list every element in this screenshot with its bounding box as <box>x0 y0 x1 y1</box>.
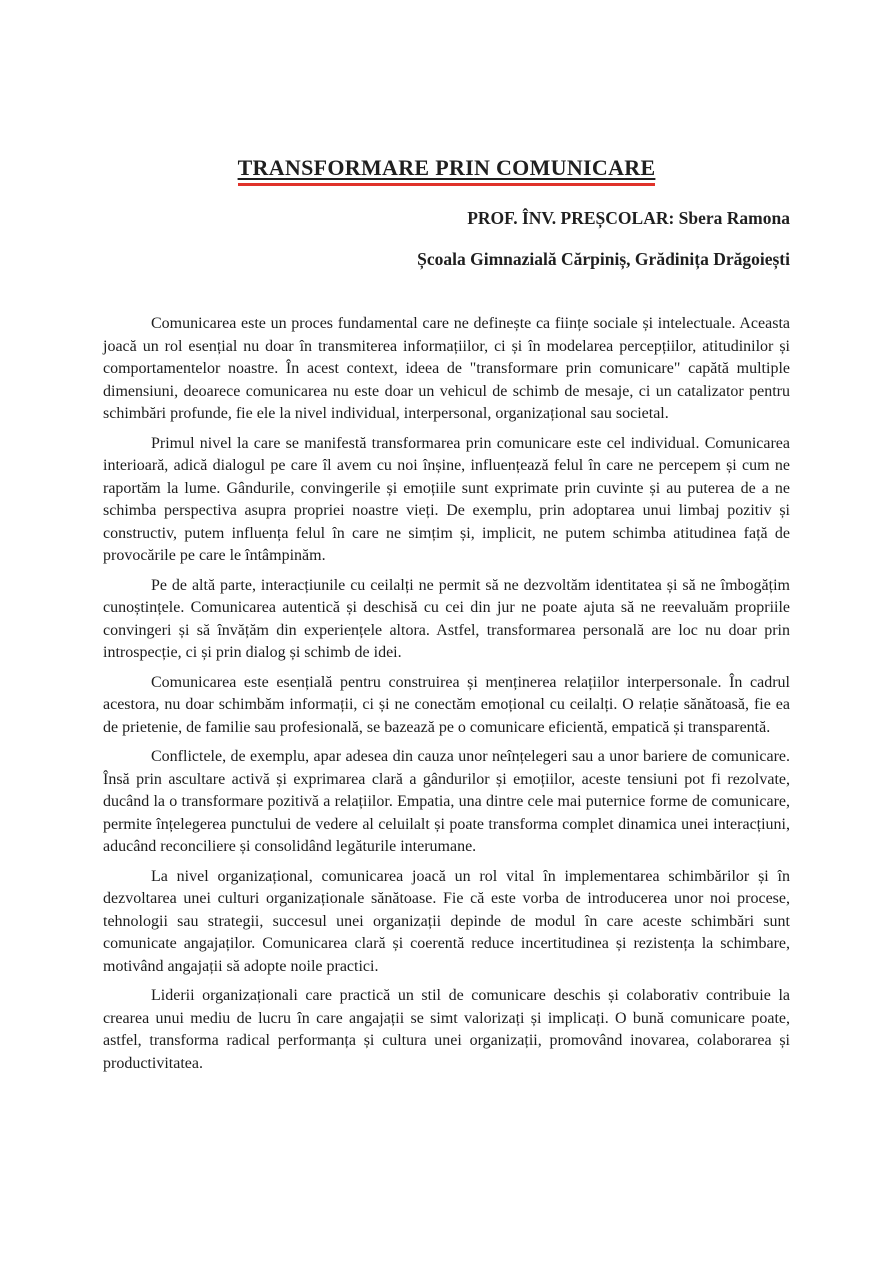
document-title <box>103 155 790 186</box>
document-content <box>103 0 790 1082</box>
document-title-text: TRANSFORMARE PRIN COMUNICARE <box>238 155 656 186</box>
document-body <box>103 313 790 1075</box>
body-paragraph: Conflictele, de exemplu, apar adesea din cauza unor neînțelegeri sau a unor bariere de comunicare. Însă prin ascultare activă și exprimarea clară a gândurilor și emoțiilor, aceste tensiuni pot fi rezolvate, ducând la o transformare pozitivă a relațiilor. Empatia, una dintre cele mai puternice forme de comunicare, permite înțelegerea punctului de vedere al celuilalt și poate transforma complet dinamica unei interacțiuni, aducând reconciliere și consolidând legăturile interumane. <box>103 748 790 855</box>
body-paragraph: La nivel organizațional, comunicarea joacă un rol vital în implementarea schimbărilor și în dezvoltarea unei culturi organizaționale sănătoase. Fie că este vorba de introducerea unor noi procese, tehnologii sau strategii, succesul unei organizații depinde de modul în care aceste schimbări sunt comunicate angajaților. Comunicarea clară și coerentă reduce incertitudinea și rezistența la schimbare, motivând angajații să adopte noile practici. <box>103 867 790 975</box>
body-paragraph: Liderii organizaționali care practică un stil de comunicare deschis și colaborativ contribuie la crearea unui mediu de lucru în care angajații se simt valorizați și implicați. O bună comunicare poate, astfel, transforma radical performanța și cultura unei organizații, promovând inovarea, colaborarea și productivitatea. <box>103 987 790 1072</box>
author-line: PROF. ÎNV. PREȘCOLAR: Sbera Ramona <box>467 208 790 228</box>
body-paragraph: Comunicarea este esențială pentru construirea și menținerea relațiilor interpersonale. În cadrul acestora, nu doar schimbăm informații, ci și ne conectăm emoțional cu ceilalți. O relație sănătoasă, fie ea de prietenie, de familie sau profesională, se bazează pe o comunicare eficientă, empatică și transparentă. <box>103 673 790 736</box>
body-paragraph: Pe de altă parte, interacțiunile cu ceilalți ne permit să ne dezvoltăm identitatea și să ne îmbogățim cunoștințele. Comunicarea autentică și deschisă cu cei din jur ne poate ajuta să ne reevaluăm propriile convingeri și să învățăm din experiențele altora. Astfel, transformarea personală are loc nu doar prin introspecție, ci și prin dialog și schimb de idei. <box>103 576 790 661</box>
body-paragraph: Comunicarea este un proces fundamental care ne definește ca ființe sociale și intelectuale. Aceasta joacă un rol esențial nu doar în transmiterea informațiilor, ci și în modelarea percepțiilor, atitudinilor și comportamentelor noastre. În acest context, ideea de "transformare prin comunicare" capătă multiple dimensiuni, deoarece comunicarea nu este doar un vehicul de schimb de mesaje, ci un catalizator pentru schimbări profunde, fie ele la nivel individual, interpersonal, organizațional sau societal. <box>103 315 790 422</box>
affiliation-line: Școala Gimnazială Cărpiniș, Grădinița Drăgoiești <box>417 249 790 269</box>
body-paragraph: Primul nivel la care se manifestă transformarea prin comunicare este cel individual. Comunicarea interioară, adică dialogul pe care îl avem cu noi înșine, influențează felul în care ne percepem și cum ne raportăm la lume. Gândurile, convingerile și emoțiile sunt exprimate prin cuvinte și au puterea de a ne schimba perspectiva asupra propriei noastre vieți. De exemplu, prin adoptarea unui limbaj pozitiv și constructiv, putem influența felul în care ne simțim și, implicit, ne putem schimba atitudinea față de provocările pe care le întâmpinăm. <box>103 434 790 564</box>
